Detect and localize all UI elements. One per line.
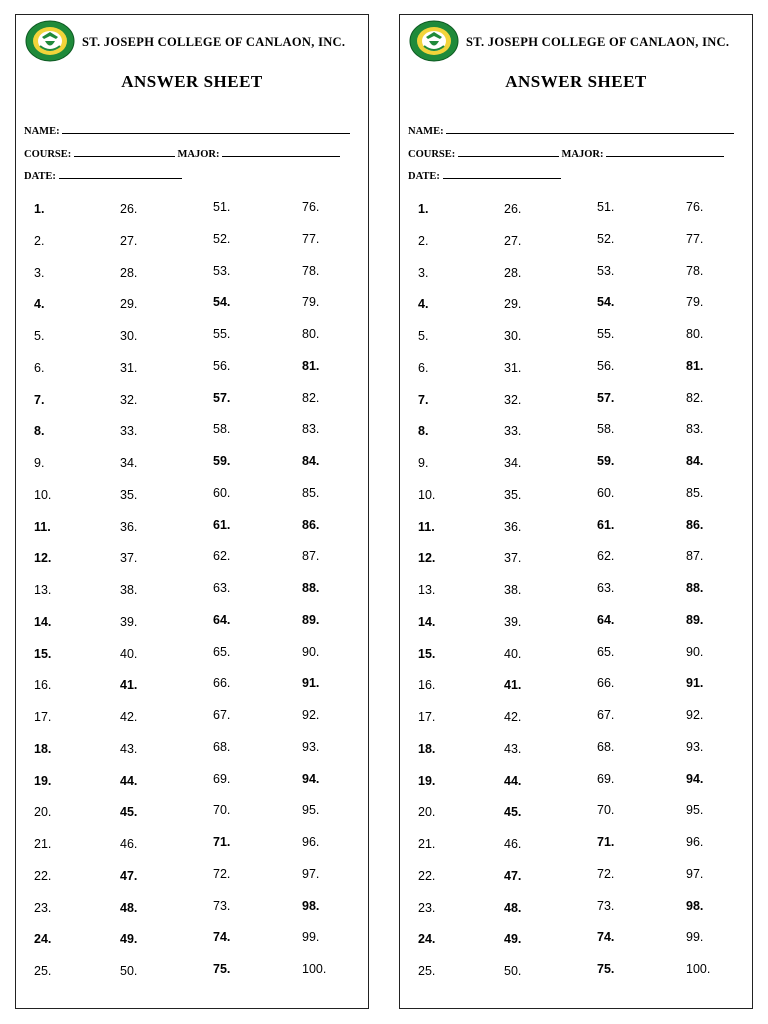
answer-item-56: 56.	[213, 358, 231, 373]
answer-item-62: 62.	[597, 549, 615, 564]
answer-item-51: 51.	[213, 200, 231, 214]
answer-item-1: 1.	[34, 202, 45, 216]
answer-item-21: 21.	[418, 837, 436, 851]
answer-item-57: 57.	[597, 390, 615, 405]
name-field[interactable]	[24, 124, 350, 137]
answer-item-25: 25.	[418, 964, 436, 978]
answer-item-39: 39.	[504, 614, 522, 629]
answer-item-1: 1.	[418, 202, 429, 216]
answer-item-7: 7.	[418, 392, 429, 407]
answer-item-81: 81.	[302, 358, 320, 373]
answer-item-55: 55.	[213, 327, 231, 341]
answer-item-46: 46.	[120, 837, 138, 851]
answer-item-47: 47.	[504, 868, 522, 883]
school-name: ST. JOSEPH COLLEGE OF CANLAON, INC.	[466, 35, 730, 49]
course-major-field[interactable]	[408, 147, 724, 160]
answer-item-92: 92.	[302, 708, 320, 722]
date-field[interactable]	[24, 169, 182, 182]
major-label: MAJOR:	[177, 149, 220, 160]
answer-item-44: 44.	[504, 773, 522, 788]
answer-item-59: 59.	[597, 454, 615, 468]
answer-item-59: 59.	[213, 454, 231, 468]
answer-item-12: 12.	[34, 551, 52, 566]
answer-item-8: 8.	[418, 424, 429, 439]
answer-item-64: 64.	[597, 612, 615, 627]
answer-item-27: 27.	[120, 233, 138, 248]
major-line[interactable]	[606, 147, 724, 157]
answer-item-38: 38.	[120, 583, 138, 597]
answer-item-69: 69.	[213, 771, 231, 786]
answer-item-43: 43.	[120, 741, 138, 756]
date-label: DATE:	[24, 171, 56, 182]
answer-item-74: 74.	[213, 930, 231, 945]
answer-item-30: 30.	[504, 329, 522, 343]
answer-item-89: 89.	[302, 612, 320, 627]
answer-item-70: 70.	[597, 803, 615, 818]
name-field[interactable]	[408, 124, 734, 137]
answer-item-33: 33.	[120, 424, 138, 439]
answer-item-77: 77.	[302, 231, 320, 246]
sheet-title: ANSWER SHEET	[121, 72, 263, 91]
answer-item-29: 29.	[504, 297, 522, 312]
answer-item-35: 35.	[120, 487, 138, 502]
answer-item-37: 37.	[504, 551, 522, 566]
school-name: ST. JOSEPH COLLEGE OF CANLAON, INC.	[82, 35, 346, 49]
answer-item-38: 38.	[504, 583, 522, 597]
answer-item-53: 53.	[597, 263, 615, 278]
answer-sheet-left	[15, 14, 369, 1009]
answer-item-12: 12.	[418, 551, 436, 566]
course-label: COURSE:	[408, 149, 456, 160]
answer-item-39: 39.	[120, 614, 138, 629]
answer-item-93: 93.	[302, 739, 320, 754]
answer-item-20: 20.	[418, 805, 436, 820]
answer-item-36: 36.	[120, 519, 138, 534]
answer-item-33: 33.	[504, 424, 522, 439]
answer-item-29: 29.	[120, 297, 138, 312]
answer-item-34: 34.	[504, 456, 522, 470]
answer-item-15: 15.	[418, 646, 436, 661]
answer-item-80: 80.	[302, 327, 320, 341]
answer-item-14: 14.	[34, 614, 52, 629]
major-line[interactable]	[222, 147, 340, 157]
course-major-field[interactable]	[24, 147, 340, 160]
answer-item-41: 41.	[120, 678, 138, 693]
answer-item-78: 78.	[686, 263, 704, 278]
answer-item-74: 74.	[597, 930, 615, 945]
answer-item-56: 56.	[597, 358, 615, 373]
answer-item-99: 99.	[302, 930, 320, 945]
answer-item-96: 96.	[302, 835, 320, 849]
answer-item-11: 11.	[418, 519, 435, 534]
answer-item-83: 83.	[686, 422, 704, 437]
answer-item-91: 91.	[302, 676, 320, 691]
answer-item-95: 95.	[302, 803, 320, 818]
date-field[interactable]	[408, 169, 561, 182]
answer-item-3: 3.	[418, 265, 429, 280]
answer-item-32: 32.	[504, 392, 522, 407]
answer-item-30: 30.	[120, 329, 138, 343]
date-line[interactable]	[59, 169, 182, 179]
answer-item-85: 85.	[302, 485, 320, 500]
answer-item-52: 52.	[597, 231, 615, 246]
answer-item-70: 70.	[213, 803, 231, 818]
answer-item-49: 49.	[504, 932, 522, 947]
answer-item-26: 26.	[120, 202, 138, 216]
answer-item-58: 58.	[597, 422, 615, 437]
answer-item-25: 25.	[34, 964, 52, 978]
answer-item-93: 93.	[686, 739, 704, 754]
answer-item-28: 28.	[120, 265, 138, 280]
answer-item-67: 67.	[213, 708, 231, 722]
answer-item-72: 72.	[597, 866, 615, 881]
answer-item-51: 51.	[597, 200, 615, 214]
answer-item-19: 19.	[34, 773, 52, 788]
name-line[interactable]	[446, 124, 734, 134]
answer-item-83: 83.	[302, 422, 320, 437]
answer-item-13: 13.	[34, 583, 52, 597]
answer-item-72: 72.	[213, 866, 231, 881]
answer-item-68: 68.	[597, 739, 615, 754]
answer-item-31: 31.	[120, 360, 138, 375]
answer-item-17: 17.	[34, 710, 52, 724]
answer-item-42: 42.	[120, 710, 138, 724]
answer-item-71: 71.	[213, 835, 231, 849]
answer-item-82: 82.	[686, 390, 704, 405]
answer-item-18: 18.	[418, 741, 436, 756]
answer-item-17: 17.	[418, 710, 436, 724]
answer-item-95: 95.	[686, 803, 704, 818]
answer-item-48: 48.	[504, 900, 522, 915]
school-seal-icon	[25, 20, 75, 62]
answer-item-26: 26.	[504, 202, 522, 216]
answer-item-63: 63.	[597, 581, 615, 595]
answer-item-45: 45.	[120, 805, 138, 820]
answer-item-86: 86.	[302, 517, 320, 532]
answer-item-11: 11.	[34, 519, 51, 534]
answer-item-75: 75.	[597, 962, 615, 976]
answer-item-66: 66.	[213, 676, 231, 691]
answer-item-40: 40.	[504, 646, 522, 661]
answer-item-16: 16.	[418, 678, 436, 693]
answer-item-27: 27.	[504, 233, 522, 248]
answer-item-77: 77.	[686, 231, 704, 246]
answer-item-16: 16.	[34, 678, 52, 693]
answer-item-84: 84.	[302, 454, 320, 468]
answer-item-4: 4.	[34, 297, 45, 312]
answer-item-50: 50.	[120, 964, 138, 978]
answer-item-71: 71.	[597, 835, 615, 849]
answer-item-79: 79.	[302, 295, 320, 310]
answer-item-41: 41.	[504, 678, 522, 693]
answer-item-67: 67.	[597, 708, 615, 722]
answer-item-22: 22.	[418, 868, 436, 883]
answer-item-22: 22.	[34, 868, 52, 883]
answer-item-5: 5.	[34, 329, 45, 343]
answer-item-75: 75.	[213, 962, 231, 976]
answer-item-4: 4.	[418, 297, 429, 312]
answer-item-64: 64.	[213, 612, 231, 627]
answer-item-96: 96.	[686, 835, 704, 849]
answer-item-6: 6.	[418, 360, 429, 375]
sheet-title: ANSWER SHEET	[505, 72, 647, 91]
answer-item-43: 43.	[504, 741, 522, 756]
course-line[interactable]	[458, 147, 559, 157]
answer-item-99: 99.	[686, 930, 704, 945]
course-label: COURSE:	[24, 149, 72, 160]
answer-item-49: 49.	[120, 932, 138, 947]
answer-item-46: 46.	[504, 837, 522, 851]
answer-item-91: 91.	[686, 676, 704, 691]
answer-item-47: 47.	[120, 868, 138, 883]
answer-item-20: 20.	[34, 805, 52, 820]
answer-item-3: 3.	[34, 265, 45, 280]
answer-item-18: 18.	[34, 741, 52, 756]
answer-item-6: 6.	[34, 360, 45, 375]
answer-item-100: 100.	[302, 962, 327, 976]
answer-item-90: 90.	[302, 644, 320, 659]
answer-item-57: 57.	[213, 390, 231, 405]
answer-item-44: 44.	[120, 773, 138, 788]
answer-item-73: 73.	[213, 898, 231, 913]
answer-item-10: 10.	[418, 487, 436, 502]
answer-item-9: 9.	[418, 456, 429, 470]
answer-item-58: 58.	[213, 422, 231, 437]
answer-item-90: 90.	[686, 644, 704, 659]
course-line[interactable]	[74, 147, 175, 157]
answer-item-92: 92.	[686, 708, 704, 722]
answer-item-10: 10.	[34, 487, 52, 502]
answer-item-31: 31.	[504, 360, 522, 375]
answer-item-98: 98.	[302, 898, 320, 913]
major-label: MAJOR:	[561, 149, 604, 160]
answer-item-15: 15.	[34, 646, 52, 661]
school-seal-icon	[409, 20, 459, 62]
answer-item-34: 34.	[120, 456, 138, 470]
answer-item-24: 24.	[34, 932, 52, 947]
answer-item-68: 68.	[213, 739, 231, 754]
answer-item-24: 24.	[418, 932, 436, 947]
answer-item-86: 86.	[686, 517, 704, 532]
answer-item-54: 54.	[213, 295, 231, 310]
answer-item-42: 42.	[504, 710, 522, 724]
answer-item-94: 94.	[302, 771, 320, 786]
answer-item-52: 52.	[213, 231, 231, 246]
answer-item-89: 89.	[686, 612, 704, 627]
answer-item-81: 81.	[686, 358, 704, 373]
answer-item-82: 82.	[302, 390, 320, 405]
name-label: NAME:	[24, 126, 60, 137]
answer-item-13: 13.	[418, 583, 436, 597]
answer-item-28: 28.	[504, 265, 522, 280]
answer-item-23: 23.	[418, 900, 436, 915]
answer-item-78: 78.	[302, 263, 320, 278]
answer-item-73: 73.	[597, 898, 615, 913]
answer-item-60: 60.	[213, 485, 231, 500]
date-line[interactable]	[443, 169, 561, 179]
answer-item-32: 32.	[120, 392, 138, 407]
answer-item-85: 85.	[686, 485, 704, 500]
answer-item-5: 5.	[418, 329, 429, 343]
answer-item-55: 55.	[597, 327, 615, 341]
answer-item-100: 100.	[686, 962, 711, 976]
answer-item-7: 7.	[34, 392, 45, 407]
answer-item-65: 65.	[213, 644, 231, 659]
answer-item-23: 23.	[34, 900, 52, 915]
answer-item-87: 87.	[302, 549, 320, 564]
answer-item-76: 76.	[686, 200, 704, 214]
answer-item-63: 63.	[213, 581, 231, 595]
name-label: NAME:	[408, 126, 444, 137]
answer-item-62: 62.	[213, 549, 231, 564]
answer-item-98: 98.	[686, 898, 704, 913]
answer-item-97: 97.	[686, 866, 704, 881]
answer-item-66: 66.	[597, 676, 615, 691]
answer-item-19: 19.	[418, 773, 436, 788]
name-line[interactable]	[62, 124, 350, 134]
answer-item-35: 35.	[504, 487, 522, 502]
answer-item-88: 88.	[686, 581, 704, 595]
answer-item-76: 76.	[302, 200, 320, 214]
answer-sheet-right	[399, 14, 753, 1009]
answer-item-79: 79.	[686, 295, 704, 310]
answer-item-45: 45.	[504, 805, 522, 820]
answer-item-69: 69.	[597, 771, 615, 786]
answer-item-94: 94.	[686, 771, 704, 786]
answer-item-53: 53.	[213, 263, 231, 278]
answer-item-88: 88.	[302, 581, 320, 595]
answer-item-61: 61.	[597, 517, 615, 532]
answer-item-9: 9.	[34, 456, 45, 470]
answer-item-87: 87.	[686, 549, 704, 564]
answer-item-14: 14.	[418, 614, 436, 629]
answer-item-54: 54.	[597, 295, 615, 310]
answer-item-8: 8.	[34, 424, 45, 439]
answer-item-65: 65.	[597, 644, 615, 659]
date-label: DATE:	[408, 171, 440, 182]
answer-item-40: 40.	[120, 646, 138, 661]
answer-item-61: 61.	[213, 517, 231, 532]
answer-item-36: 36.	[504, 519, 522, 534]
answer-item-21: 21.	[34, 837, 52, 851]
answer-item-2: 2.	[418, 233, 429, 248]
answer-item-48: 48.	[120, 900, 138, 915]
answer-item-37: 37.	[120, 551, 138, 566]
answer-item-80: 80.	[686, 327, 704, 341]
answer-item-2: 2.	[34, 233, 45, 248]
answer-item-60: 60.	[597, 485, 615, 500]
answer-item-97: 97.	[302, 866, 320, 881]
answer-item-84: 84.	[686, 454, 704, 468]
answer-item-50: 50.	[504, 964, 522, 978]
